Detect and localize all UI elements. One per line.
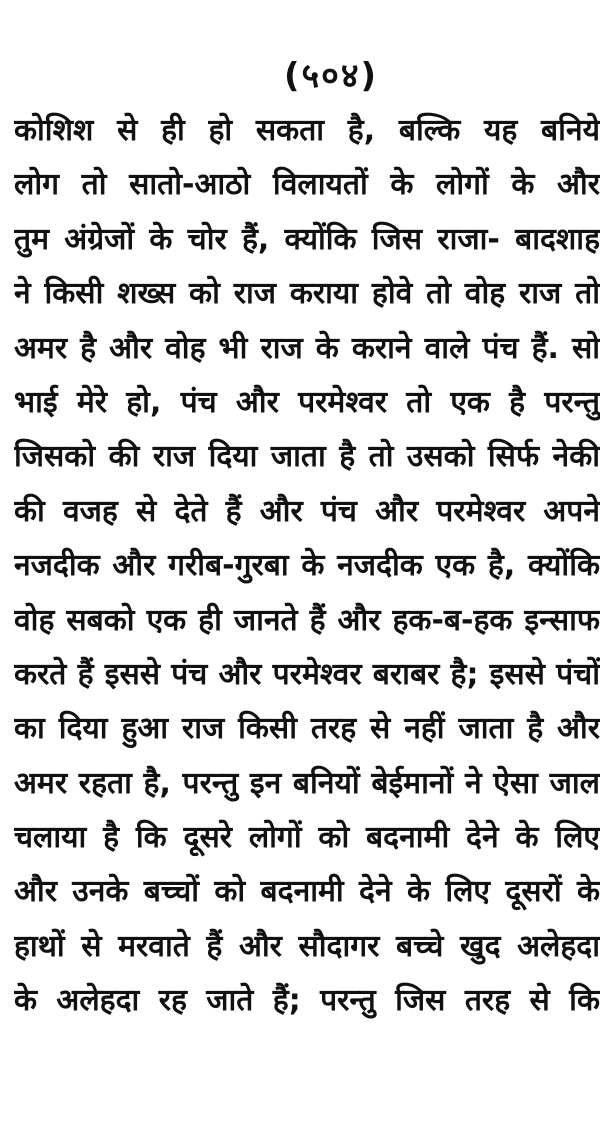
text-line-13: अमर रहता है, परन्तु इन बनियों बेईमानों ने ऐसा जाल xyxy=(14,765,600,801)
body-text xyxy=(14,104,600,1029)
text-line-8: की वजह से देते हैं और पंच और परमेश्वर अपने xyxy=(14,493,600,529)
text-line-2: लोग तो सातो-आठो विलायतों के लोगों के और xyxy=(14,167,600,203)
text-line-16: हाथों से मरवाते हैं और सौदागर बच्चे खुद अलेहदा xyxy=(14,928,600,964)
text-line-10: वोह सबको एक ही जानते हैं और हक-ब-हक इन्साफ xyxy=(14,602,600,638)
text-line-6: भाई मेरे हो, पंच और परमेश्वर तो एक है परन्तु xyxy=(14,384,600,420)
text-line-9: नजदीक और गरीब-गुरबा के नजदीक एक है, क्योंकि xyxy=(14,548,600,584)
page-number: (५०४) xyxy=(283,56,379,96)
text-line-15: और उनके बच्चों को बदनामी देने के लिए दूसरों के xyxy=(14,874,600,910)
text-line-4: ने किसी शख्स को राज कराया होवे तो वोह राज तो xyxy=(14,276,600,312)
text-line-1: कोशिश से ही हो सकता है, बल्कि यह बनिये xyxy=(14,113,600,148)
text-line-11: करते हैं इससे पंच और परमेश्वर बराबर है; इससे पंचों xyxy=(14,656,600,692)
text-line-7: जिसको की राज दिया जाता है तो उसको सिर्फ नेकी xyxy=(14,439,600,475)
text-line-12: का दिया हुआ राज किसी तरह से नहीं जाता है और xyxy=(14,711,600,747)
text-line-14: चलाया है कि दूसरे लोगों को बदनामी देने के लिए xyxy=(14,820,600,856)
text-line-5: अमर है और वोह भी राज के कराने वाले पंच हैं. सो xyxy=(14,330,600,366)
text-line-3: तुम अंग्रेजों के चोर हैं, क्योंकि जिस राजा- बादशाह xyxy=(14,221,600,257)
text-line-17: के अलेहदा रह जाते हैं; परन्तु जिस तरह से कि xyxy=(14,983,600,1019)
